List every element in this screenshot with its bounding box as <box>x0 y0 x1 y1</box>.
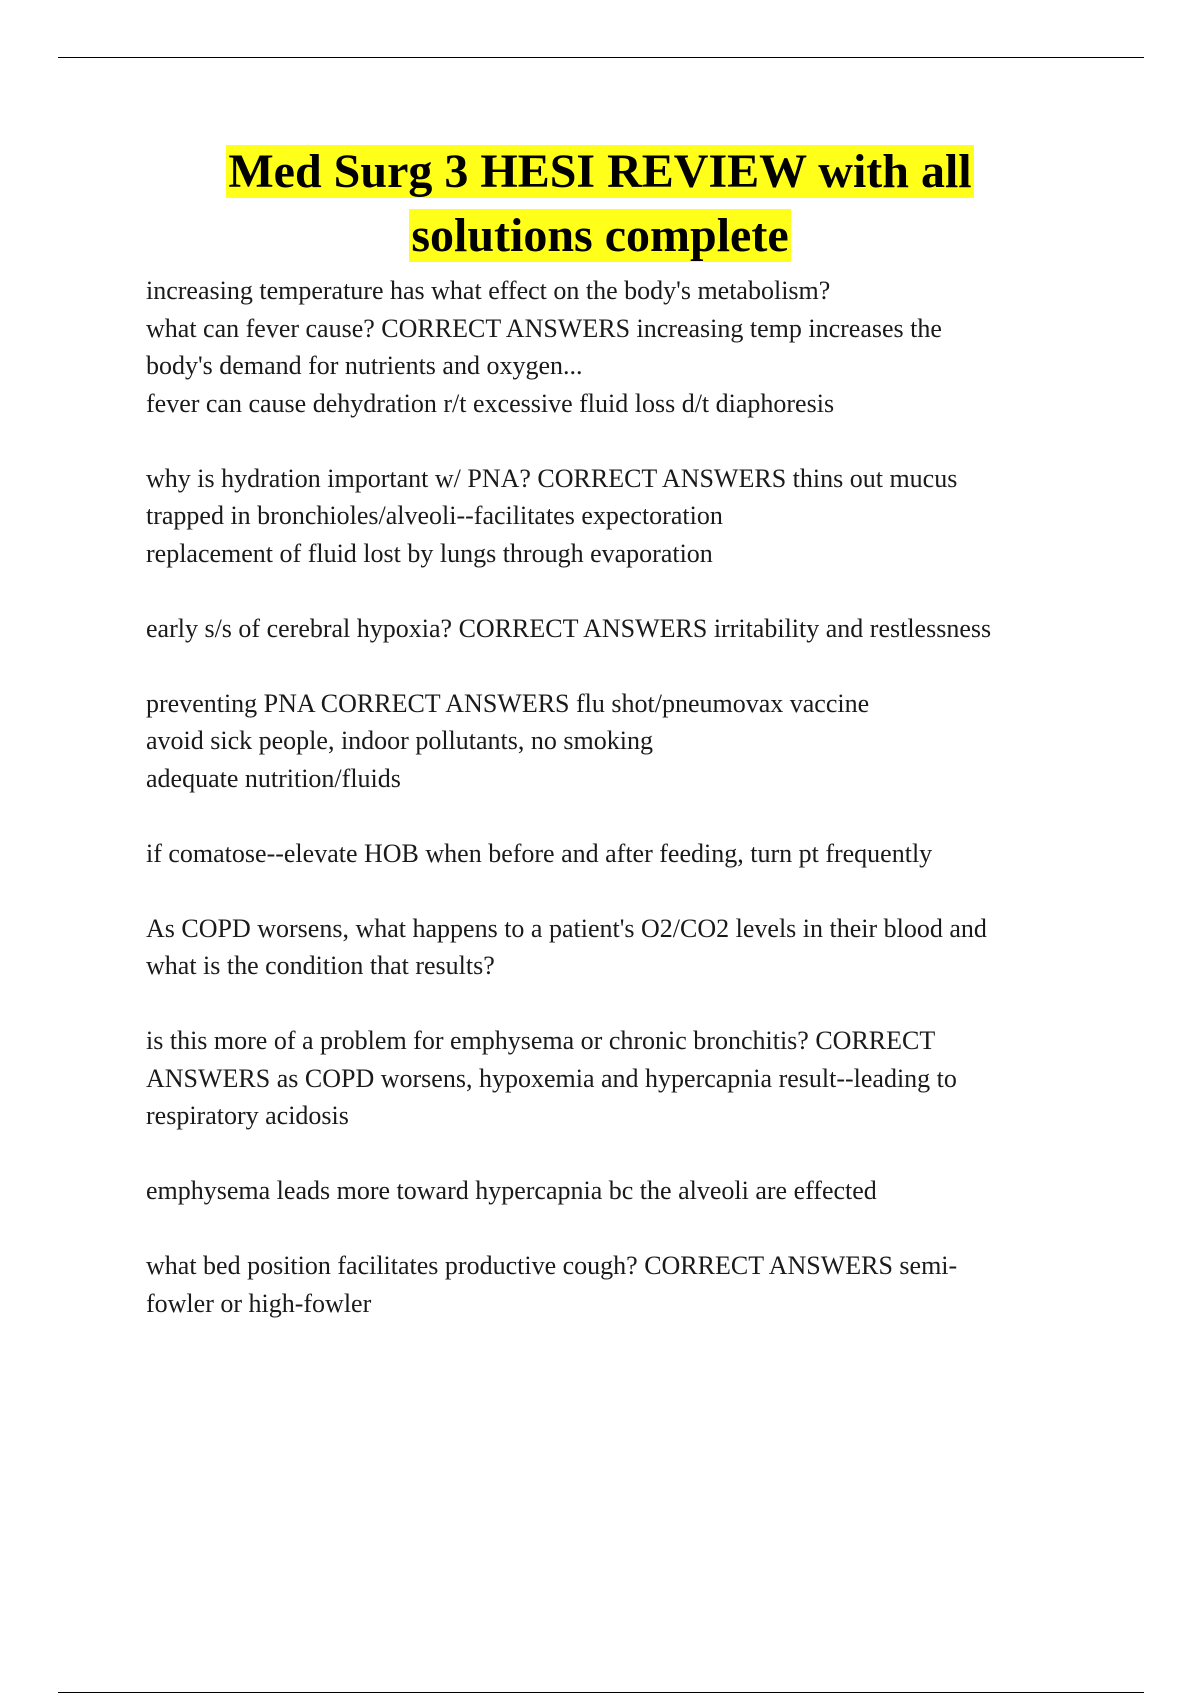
text-line: preventing PNA CORRECT ANSWERS flu shot/pneumovax vaccine <box>146 688 870 718</box>
text-line: why is hydration important w/ PNA? CORRECT ANSWERS thins out mucus <box>146 463 958 493</box>
text-line: fowler or high-fowler <box>146 1288 372 1318</box>
document-title <box>0 140 1200 268</box>
paragraph-gap <box>146 1135 1086 1173</box>
top-rule <box>58 57 1144 58</box>
text-line: replacement of fluid lost by lungs through evaporation <box>146 538 713 568</box>
text-line: ANSWERS as COPD worsens, hypoxemia and hypercapnia result--leading to <box>146 1063 957 1093</box>
text-line: avoid sick people, indoor pollutants, no smoking <box>146 726 653 755</box>
text-line: what bed position facilitates productive cough? CORRECT ANSWERS semi- <box>146 1251 958 1280</box>
text-line: what is the condition that results? <box>146 951 495 980</box>
text-line: emphysema leads more toward hypercapnia bc the alveoli are effected <box>146 1176 877 1205</box>
text-line: As COPD worsens, what happens to a patient's O2/CO2 levels in their blood and <box>146 913 987 943</box>
text-line: fever can cause dehydration r/t excessive fluid loss d/t diaphoresis <box>146 388 835 418</box>
text-line: what can fever cause? CORRECT ANSWERS increasing temp increases the <box>146 313 942 343</box>
text-line: early s/s of cerebral hypoxia? CORRECT ANSWERS irritability and restlessness <box>146 613 992 643</box>
paragraph-gap <box>146 1210 1086 1248</box>
paragraph-gap <box>146 422 1086 460</box>
text-line: body's demand for nutrients and oxygen... <box>146 351 583 380</box>
text-line: increasing temperature has what effect on the body's metabolism? <box>146 276 831 305</box>
bottom-rule <box>58 1692 1144 1693</box>
text-line: if comatose--elevate HOB when before and after feeding, turn pt frequently <box>146 838 933 868</box>
text-line: is this more of a problem for emphysema or chronic bronchitis? CORRECT <box>146 1026 936 1055</box>
text-line: respiratory acidosis <box>146 1101 349 1130</box>
paragraph-gap <box>146 872 1086 910</box>
document-body <box>146 272 1086 1322</box>
text-line: trapped in bronchioles/alveoli--facilitates expectoration <box>146 501 723 530</box>
paragraph-gap <box>146 647 1086 685</box>
title-line-2: solutions complete <box>411 209 789 262</box>
paragraph-gap <box>146 797 1086 835</box>
paragraph-gap <box>146 572 1086 610</box>
paragraph-gap <box>146 985 1086 1023</box>
text-line: adequate nutrition/fluids <box>146 763 401 793</box>
title-line-1: Med Surg 3 HESI REVIEW with all <box>228 145 972 198</box>
